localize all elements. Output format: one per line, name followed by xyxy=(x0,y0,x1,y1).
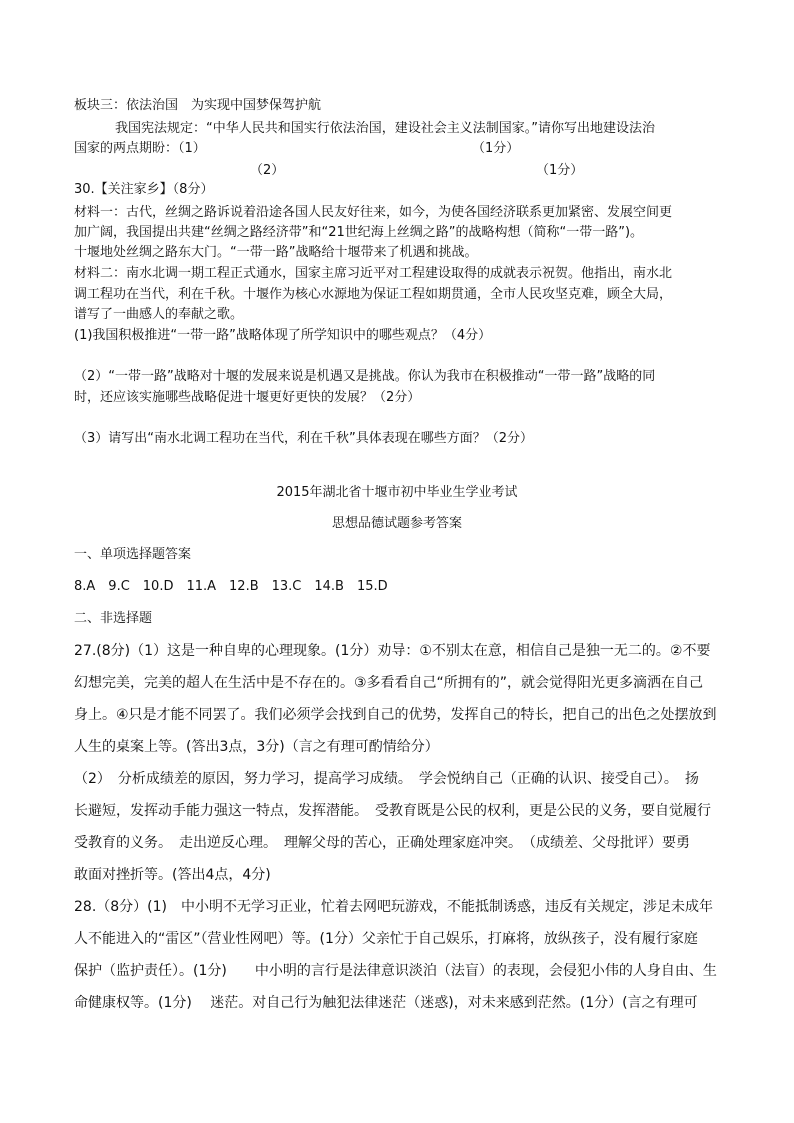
answer27-part2-line1: （2） 分析成绩差的原因，努力学习，提高学习成绩。 学会悦纳自己（正确的认识、接受自己）。 扬 xyxy=(74,771,699,787)
answers-part1: 一、单项选择题答案 xyxy=(74,547,192,562)
section3-prompt-line3-left: （2） xyxy=(250,163,285,178)
section3-title: 板块三：依法治国 为实现中国梦保驾护航 xyxy=(74,98,322,113)
section3-prompt-line1: 我国宪法规定：“中华人民共和国实行依法治国，建设社会主义法制国家。”请你写出地建设法治 xyxy=(115,121,655,136)
q30-material2-line1: 材料二：南水北调一期工程正式通水，国家主席习近平对工程建设取得的成就表示祝贺。他指出，南水北 xyxy=(74,266,673,281)
q30-question2-line1: （2）“一带一路”战略对十堰的发展来说是机遇又是挑战。你认为我市在积极推动“一带一路”战略的同 xyxy=(74,369,656,384)
q30-question3: （3）请写出“南水北调工程功在当代，利在千秋”具体表现在哪些方面？（2分） xyxy=(74,431,534,446)
answer27-part1-line3: 身上。④只是才能不同罢了。我们必须学会找到自己的优势，发挥自己的特长，把自己的出色之处摆放到 xyxy=(74,707,717,723)
answer27-part1-line2: 幻想完美，完美的超人在生活中是不存在的。③多看看自己“所拥有的”，就会觉得阳光更多滴洒在自己 xyxy=(74,675,704,691)
answer27-part1-line1: 27.(8分)（1）这是一种自卑的心理现象。(1分）劝导：①不别太在意，相信自己是独一无二的。②不要 xyxy=(74,643,711,659)
answer28-line2: 人不能进入的“雷区”（营业性网吧）等。(1分）父亲忙于自己娱乐，打麻将，放纵孩子，没有履行家庭 xyxy=(74,931,698,947)
answer28-line4: 命健康权等。(1分) 迷茫。对自己行为触犯法律迷茫（迷惑)，对未来感到茫然。(1分）(言之有理可 xyxy=(74,995,698,1011)
q30-question1: (1)我国积极推进“一带一路”战略体现了所学知识中的哪些观点？（4分） xyxy=(74,328,492,343)
answer27-part2-line3: 受教育的义务。 走出逆反心理。 理解父母的苦心，正确处理家庭冲突。 （成绩差、父母批评）要勇 xyxy=(74,835,690,851)
answers-choices: 8.A 9.C 10.D 11.A 12.B 13.C 14.B 15.D xyxy=(74,579,388,594)
section3-prompt-line2-right: （1分） xyxy=(472,141,520,156)
q30-material1-line2: 加广阔，我国提出共建“丝绸之路经济带”和“21世纪海上丝绸之路”的战略构想（简称“一带一路”)。 xyxy=(74,225,644,240)
answer28-line3: 保护（监护责任）。(1分) 中小明的言行是法律意识淡泊（法盲）的表现，会侵犯小伟的人身自由、生 xyxy=(74,963,717,979)
answer27-part2-line2: 长避短，发挥动手能力强这一特点，发挥潜能。 受教育既是公民的权利，更是公民的义务，要自觉履行 xyxy=(74,803,711,819)
section3-prompt-line2-left: 国家的两点期盼：（1） xyxy=(74,141,206,156)
q30-question2-line2: 时，还应该实施哪些战略促进十堰更好更快的发展？（2分） xyxy=(74,390,421,405)
answer27-part1-line4: 人生的桌案上等。(答出3点，3分)（言之有理可酌情给分） xyxy=(74,739,439,755)
answer28-line1: 28.（8分）(1) 中小明不无学习正业，忙着去网吧玩游戏，不能抵制诱惑，违反有关规定，涉足未成年 xyxy=(74,899,714,915)
q30-material2-line2: 调工程功在当代，利在千秋。十堰作为核心水源地为保证工程如期贯通，全市人民攻坚克难，顾全大局， xyxy=(74,287,673,302)
answers-title2: 思想品德试题参考答案 xyxy=(331,516,462,531)
answers-title1: 2015年湖北省十堰市初中毕业生学业考试 xyxy=(276,485,518,500)
q30-header: 30.【关注家乡】（8分） xyxy=(74,182,214,197)
q30-material1-line1: 材料一：古代，丝绸之路诉说着沿途各国人民友好往来，如今，为使各国经济联系更加紧密、发展空间更 xyxy=(74,205,673,220)
q30-material1-line3: 十堰地处丝绸之路东大门。“一带一路”战略给十堰带来了机遇和挑战。 xyxy=(74,245,478,260)
answer27-part2-line4: 敢面对挫折等。(答出4点，4分) xyxy=(74,867,271,883)
section3-prompt-line3-right: （1分） xyxy=(536,163,584,178)
q30-material2-line3: 谱写了一曲感人的奉献之歌。 xyxy=(74,307,244,322)
answers-part2: 二、非选择题 xyxy=(74,611,153,626)
